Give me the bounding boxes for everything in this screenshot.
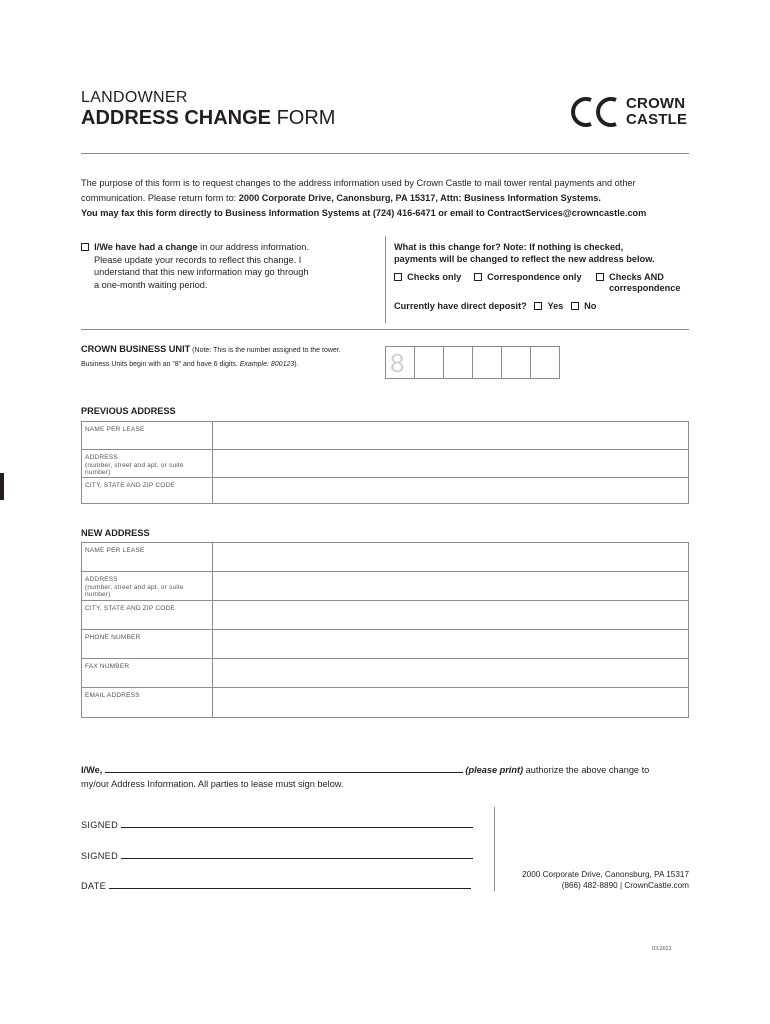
- new-phone-label: PHONE NUMBER: [82, 630, 213, 658]
- change-section-divider: [385, 236, 386, 323]
- intro-line-3: [81, 206, 691, 221]
- print-name-line[interactable]: [105, 772, 463, 773]
- checks-only-label: Checks only: [407, 272, 462, 282]
- authorization-statement: [81, 763, 691, 791]
- new-name-label: NAME PER LEASE: [82, 543, 213, 571]
- change-purpose: [394, 241, 694, 265]
- previous-address-heading: PREVIOUS ADDRESS: [81, 406, 176, 416]
- authorization-line-2: my/our Address Information. All parties to lease must sign below.: [81, 779, 344, 789]
- crown-castle-logo: [568, 94, 692, 130]
- footer-contact: [500, 870, 689, 891]
- bu-digit-4[interactable]: [473, 347, 502, 378]
- intro-line-1: The purpose of this form is to request changes to the address information used by Crown Castle to mail tower rental payments and other: [81, 178, 636, 188]
- table-row: [82, 422, 688, 450]
- authorization-iwe: I/We,: [81, 765, 103, 775]
- logo-wordmark: [626, 96, 687, 128]
- table-row: [82, 601, 688, 630]
- new-address-table: [81, 542, 689, 718]
- change-note-1: Please update your records to reflect this change. I: [94, 254, 302, 265]
- business-unit-note-2-post: ).: [294, 361, 299, 368]
- logo-line-2: CASTLE: [626, 111, 688, 128]
- new-fax-field[interactable]: [213, 659, 688, 687]
- business-unit-note-2: [81, 361, 299, 368]
- page-edge-mark: [0, 473, 4, 500]
- new-email-field[interactable]: [213, 688, 688, 717]
- header-divider: [81, 153, 689, 154]
- authorization-rest: authorize the above change to: [523, 765, 650, 775]
- bu-digit-2[interactable]: [415, 347, 444, 378]
- table-row: [82, 450, 688, 478]
- prev-name-label: NAME PER LEASE: [82, 422, 213, 449]
- change-question-1: What is this change for? Note: If nothing is checked,: [394, 242, 624, 252]
- option-checks-and-correspondence[interactable]: [596, 272, 680, 294]
- footer-phone-web: (866) 482-8890 | CrownCastle.com: [561, 880, 689, 890]
- intro-return-address: 2000 Corporate Drive, Canonsburg, PA 15317, Attn: Business Information Systems.: [238, 193, 601, 203]
- date-row: [81, 881, 471, 891]
- table-row: [82, 478, 688, 503]
- new-name-field[interactable]: [213, 543, 688, 571]
- table-row: [82, 543, 688, 572]
- direct-deposit-question: Currently have direct deposit?: [394, 301, 527, 311]
- prev-address-field[interactable]: [213, 450, 688, 477]
- table-row: [82, 688, 688, 717]
- logo-line-1: CROWN: [626, 95, 686, 112]
- date-label: DATE: [81, 881, 107, 891]
- form-title-light: FORM: [271, 107, 336, 129]
- new-address-field[interactable]: [213, 572, 688, 600]
- table-row: [82, 659, 688, 688]
- change-question-2: payments will be changed to reflect the new address below.: [394, 254, 655, 264]
- direct-deposit-row: [394, 301, 596, 312]
- checks-and-correspondence-checkbox[interactable]: [596, 273, 604, 281]
- business-unit-input[interactable]: [385, 346, 560, 379]
- prev-address-label: [82, 450, 213, 477]
- bu-digit-1: 8: [386, 347, 415, 378]
- footer-address: 2000 Corporate Drive, Canonsburg, PA 15317: [522, 870, 689, 879]
- new-email-label: EMAIL ADDRESS: [82, 688, 213, 717]
- previous-address-table: [81, 421, 689, 504]
- change-note-3: a one-month waiting period.: [94, 279, 208, 290]
- prev-address-sublabel: (number, street and apt. or suite number): [85, 461, 184, 476]
- option-checks-only[interactable]: [394, 272, 461, 283]
- prev-address-label-text: ADDRESS: [85, 454, 118, 461]
- change-checkbox-label-bold: I/We have had a change: [94, 242, 198, 252]
- signature-line-2[interactable]: [121, 858, 473, 859]
- table-row: [82, 572, 688, 601]
- form-kicker: LANDOWNER: [81, 89, 188, 106]
- new-address-label-text: ADDRESS: [85, 576, 118, 583]
- crown-castle-logo-mark-icon: [568, 94, 624, 130]
- change-declaration: [81, 241, 381, 291]
- change-checkbox[interactable]: [81, 243, 89, 251]
- signature-row-2: [81, 851, 473, 861]
- business-unit-example: Example: 800123: [239, 361, 295, 368]
- form-title: [81, 107, 335, 130]
- signature-line-1[interactable]: [121, 827, 473, 828]
- intro-line-2-pre: communication. Please return form to:: [81, 193, 239, 203]
- business-unit-note-2-pre: Business Units begin with an “8” and have 6 digits.: [81, 361, 240, 368]
- new-city-field[interactable]: [213, 601, 688, 629]
- date-line[interactable]: [109, 888, 471, 889]
- new-city-label: CITY, STATE AND ZIP CODE: [82, 601, 213, 629]
- form-revision-date: 03/2022: [652, 946, 672, 952]
- signature-row-1: [81, 820, 473, 830]
- intro-line-2: [81, 191, 691, 206]
- prev-city-field[interactable]: [213, 478, 688, 503]
- intro-fax-email: You may fax this form directly to Business Information Systems at (724) 416-6471 or email to ContractServices@crowncastle.com: [81, 208, 647, 218]
- signed-label-2: SIGNED: [81, 851, 119, 861]
- signed-label-1: SIGNED: [81, 820, 119, 830]
- deposit-no-label: No: [584, 301, 597, 311]
- change-checkbox-label: in our address information.: [197, 242, 309, 252]
- business-unit-title: CROWN BUSINESS UNIT: [81, 344, 191, 354]
- correspondence-label: correspondence: [609, 283, 681, 293]
- new-address-label: [82, 572, 213, 600]
- correspondence-only-checkbox[interactable]: [474, 273, 482, 281]
- authorization-line-1: [81, 763, 691, 777]
- change-note-2: understand that this new information may go through: [94, 267, 309, 277]
- prev-name-field[interactable]: [213, 422, 688, 449]
- table-row: [82, 630, 688, 659]
- deposit-no-checkbox[interactable]: [571, 302, 579, 310]
- form-title-bold: ADDRESS CHANGE: [81, 107, 272, 129]
- deposit-yes-checkbox[interactable]: [534, 302, 542, 310]
- new-address-heading: NEW ADDRESS: [81, 528, 150, 538]
- change-checkbox-row: [81, 241, 381, 254]
- business-unit-note-1: (Note: This is the number assigned to the tower.: [190, 347, 341, 354]
- new-phone-field[interactable]: [213, 630, 688, 658]
- prev-city-label: CITY, STATE AND ZIP CODE: [82, 478, 213, 503]
- change-section-bottom-divider: [81, 329, 689, 330]
- bu-digit-6[interactable]: [531, 347, 559, 378]
- new-fax-label: FAX NUMBER: [82, 659, 213, 687]
- footer-divider: [494, 807, 495, 891]
- new-address-sublabel: (number, street and apt. or suite number): [85, 583, 184, 598]
- intro-text: [81, 176, 691, 221]
- please-print-label: (please print): [465, 765, 524, 775]
- business-unit-label: [81, 343, 381, 371]
- option-correspondence-only[interactable]: [474, 272, 582, 283]
- checks-and-label: Checks AND: [609, 272, 664, 282]
- deposit-yes-label: Yes: [547, 301, 564, 311]
- bu-digit-3[interactable]: [444, 347, 473, 378]
- bu-digit-5[interactable]: [502, 347, 531, 378]
- checks-only-checkbox[interactable]: [394, 273, 402, 281]
- correspondence-only-label: Correspondence only: [487, 272, 582, 282]
